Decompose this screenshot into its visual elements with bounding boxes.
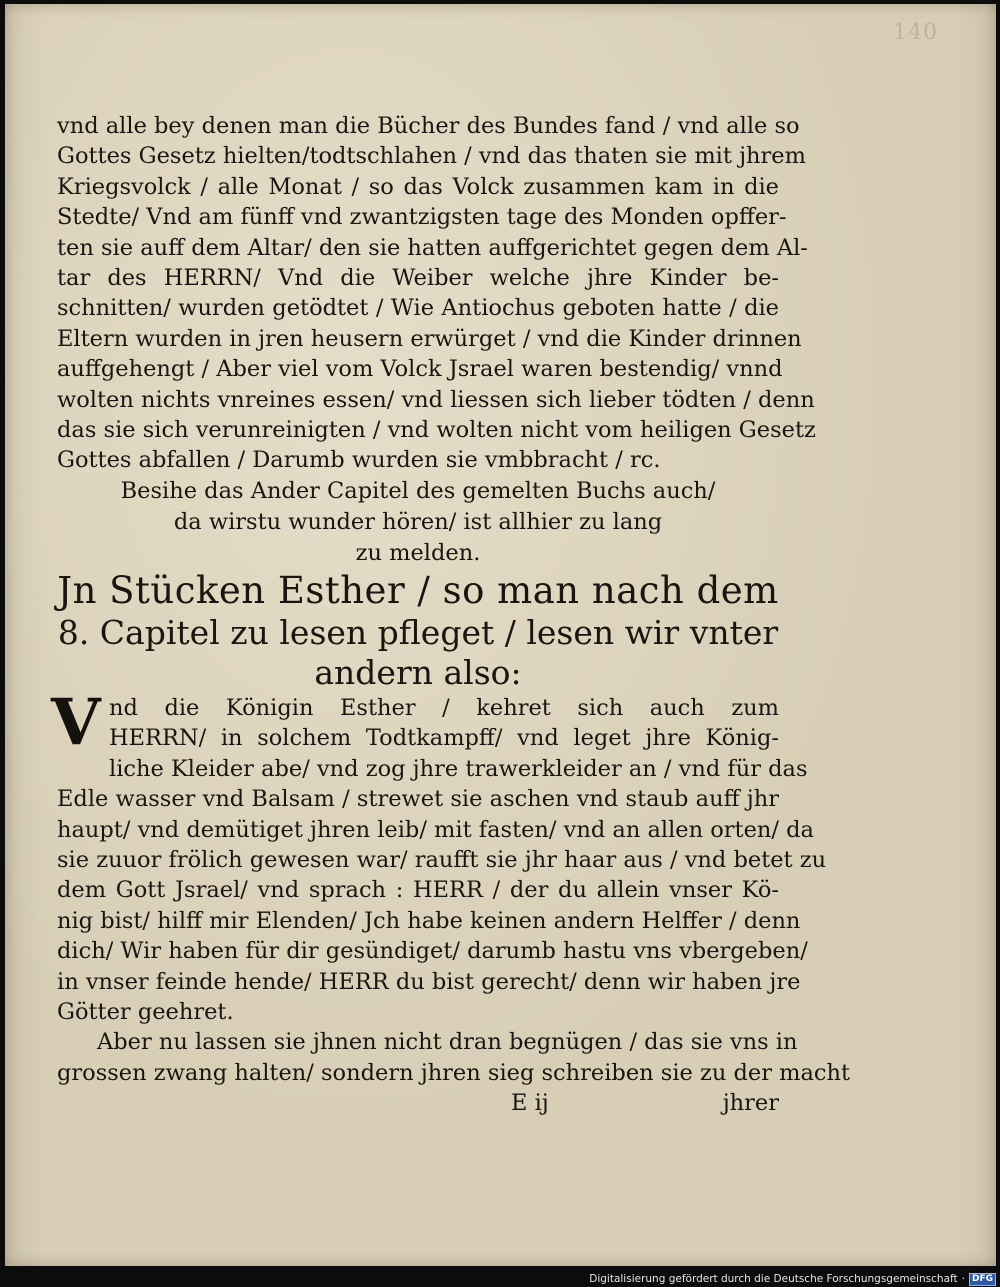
text-line: nig bist/ hilff mir Elenden/ Jch habe keinen andern Helffer / denn — [57, 907, 801, 934]
text-line: nd die Königin Esther / kehret sich auch zum — [109, 694, 779, 721]
section-heading — [57, 569, 779, 693]
text-line: ten sie auff dem Altar/ den sie hatten auffgerichtet gegen dem Al- — [57, 234, 808, 261]
text-line: Eltern wurden in jren heusern erwürget / vnd die Kinder drinnen — [57, 325, 802, 352]
folio-number: 140 — [893, 20, 938, 45]
paragraph-esther-rest — [57, 784, 827, 1027]
separator: · — [961, 1273, 965, 1285]
catchword: jhrer — [722, 1090, 779, 1117]
text-line: auffgehengt / Aber viel vom Volck Jsrael waren bestendig/ vnnd — [57, 356, 783, 383]
text-line: das sie sich verunreinigten / vnd wolten nicht vom heiligen Gesetz — [57, 417, 816, 444]
heading-line: andern also: — [314, 652, 522, 692]
text-line: HERRN/ in solchem Todtkampff/ vnd leget jhre König- — [109, 725, 779, 752]
text-line: Stedte/ Vnd am fünff vnd zwantzigsten tage des Monden opffer- — [57, 204, 787, 231]
text-line: Aber nu lassen sie jhnen nicht dran begnügen / das sie vns in — [97, 1029, 798, 1056]
heading-line: Jn Stücken Esther / so man nach dem — [57, 568, 779, 612]
text-line: Gottes Gesetz hielten/todtschlahen / vnd das thaten sie mit jhrem — [57, 143, 806, 170]
page-text — [51, 111, 850, 1118]
text-line: tar des HERRN/ Vnd die Weiber welche jhre Kinder be- — [57, 265, 779, 292]
reference-line: Besihe das Ander Capitel des gemelten Buchs auch/ — [120, 477, 716, 504]
digitization-footer — [589, 1272, 996, 1286]
paragraph-esther-first-lines — [57, 693, 808, 784]
text-line: schnitten/ wurden getödtet / Wie Antiochus geboten hatte / die — [57, 295, 779, 322]
text-line: sie zuuor frölich gewesen war/ raufft sie jhr haar aus / vnd betet zu — [57, 846, 827, 873]
text-line: Kriegsvolck / alle Monat / so das Volck zusammen kam in die — [57, 173, 779, 200]
paragraph-3 — [57, 1027, 850, 1088]
book-page — [5, 4, 996, 1266]
reference-line: zu melden. — [355, 539, 481, 566]
text-line: in vnser feinde hende/ HERR du bist gerecht/ denn wir haben jre — [57, 968, 801, 995]
text-line: Götter geehret. — [57, 998, 234, 1025]
drop-cap-initial: V — [51, 684, 101, 760]
heading-line: 8. Capitel zu lesen pfleget / lesen wir vnter — [57, 612, 779, 652]
signature-mark: E ij — [511, 1090, 549, 1117]
text-line: grossen zwang halten/ sondern jhren sieg schreiben sie zu der macht — [57, 1059, 850, 1086]
reference-line: da wirstu wunder hören/ ist allhier zu lang — [173, 508, 663, 535]
paragraph-esther — [51, 684, 827, 1027]
page-footer-line — [57, 1088, 779, 1118]
text-line: haupt/ vnd demütiget jhren leib/ mit fasten/ vnd an allen orten/ da — [57, 816, 814, 843]
text-line: dich/ Wir haben für dir gesündiget/ darumb hastu vns vbergeben/ — [57, 938, 808, 965]
text-line: Edle wasser vnd Balsam / strewet sie aschen vnd staub auff jhr — [57, 786, 779, 813]
reference-note — [57, 476, 779, 569]
funding-credit: Digitalisierung gefördert durch die Deutsche Forschungsgemeinschaft — [589, 1273, 958, 1285]
paragraph-1 — [57, 111, 816, 476]
text-line: dem Gott Jsrael/ vnd sprach : HERR / der du allein vnser Kö- — [57, 877, 779, 904]
text-line: wolten nichts vnreines essen/ vnd liessen sich lieber tödten / denn — [57, 386, 815, 413]
text-line: vnd alle bey denen man die Bücher des Bundes fand / vnd alle so — [57, 113, 800, 139]
dfg-logo: DFG — [969, 1273, 996, 1286]
text-line: liche Kleider abe/ vnd zog jhre trawerkleider an / vnd für das — [109, 755, 808, 782]
text-line: Gottes abfallen / Darumb wurden sie vmbbracht / rc. — [57, 447, 661, 474]
